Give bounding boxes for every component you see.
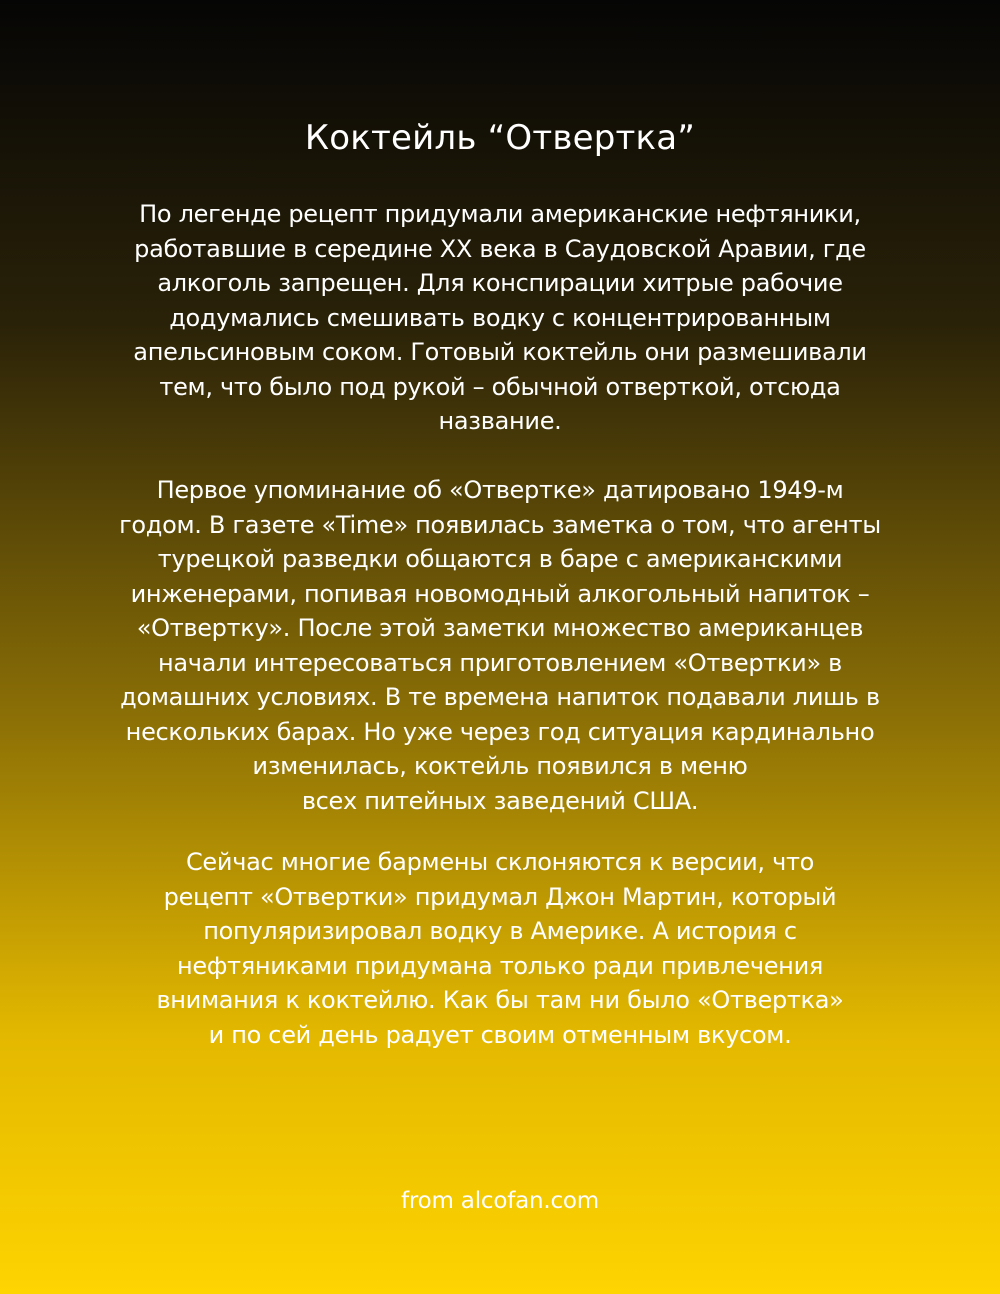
text-line: годом. В газете «Time» появилась заметка о том, что агенты: [119, 510, 881, 539]
text-line: алкоголь запрещен. Для конспирации хитрые рабочие: [157, 269, 843, 297]
text-line: нефтяниками придумана только ради привлечения: [176, 951, 824, 980]
text-line: нескольких барах. Но уже через год ситуация кардинально: [125, 717, 875, 746]
text-line: всех питейных заведений США.: [301, 786, 699, 815]
text-line: тем, что было под рукой – обычной отверткой, отсюда: [159, 372, 841, 401]
text-line: рецепт «Отвертки» придумал Джон Мартин, который: [163, 882, 837, 911]
text-line: инженерами, попивая новомодный алкогольный напиток –: [130, 579, 870, 608]
text-line: По легенде рецепт придумали американские нефтяники,: [139, 200, 861, 228]
text-line: название.: [438, 407, 562, 435]
text-line: «Отвертку». После этой заметки множество американцев: [136, 614, 864, 642]
text-line: додумались смешивать водку с концентрированным: [169, 303, 831, 332]
text-line: работавшие в середине XX века в Саудовской Аравии, где: [134, 234, 866, 263]
text-line: изменилась, коктейль появился в меню: [252, 752, 748, 780]
paragraph-bartenders-version: [110, 845, 890, 1052]
source-footer: from alcofan.com: [400, 1188, 600, 1214]
text-line: и по сей день радует своим отменным вкусом.: [208, 1020, 792, 1049]
text-line: апельсиновым соком. Готовый коктейль они размешивали: [133, 338, 867, 366]
text-line: Первое упоминание об «Отвертке» датировано 1949-м: [156, 476, 844, 504]
text-line: популяризировал водку в Америке. А история с: [203, 917, 797, 945]
text-line: Сейчас многие бармены склоняются к версии, что: [185, 848, 815, 876]
paragraph-first-mention: [110, 473, 890, 818]
text-line: начали интересоваться приготовлением «Отвертки» в: [157, 648, 843, 677]
page-title: Коктейль “Отвертка”: [304, 118, 696, 158]
text-line: турецкой разведки общаются в баре с американскими: [157, 545, 843, 573]
text-line: домашних условиях. В те времена напиток подавали лишь в: [120, 683, 880, 711]
paragraph-legend: [110, 197, 890, 439]
text-line: внимания к коктейлю. Как бы там ни было «Отвертка»: [156, 986, 844, 1014]
